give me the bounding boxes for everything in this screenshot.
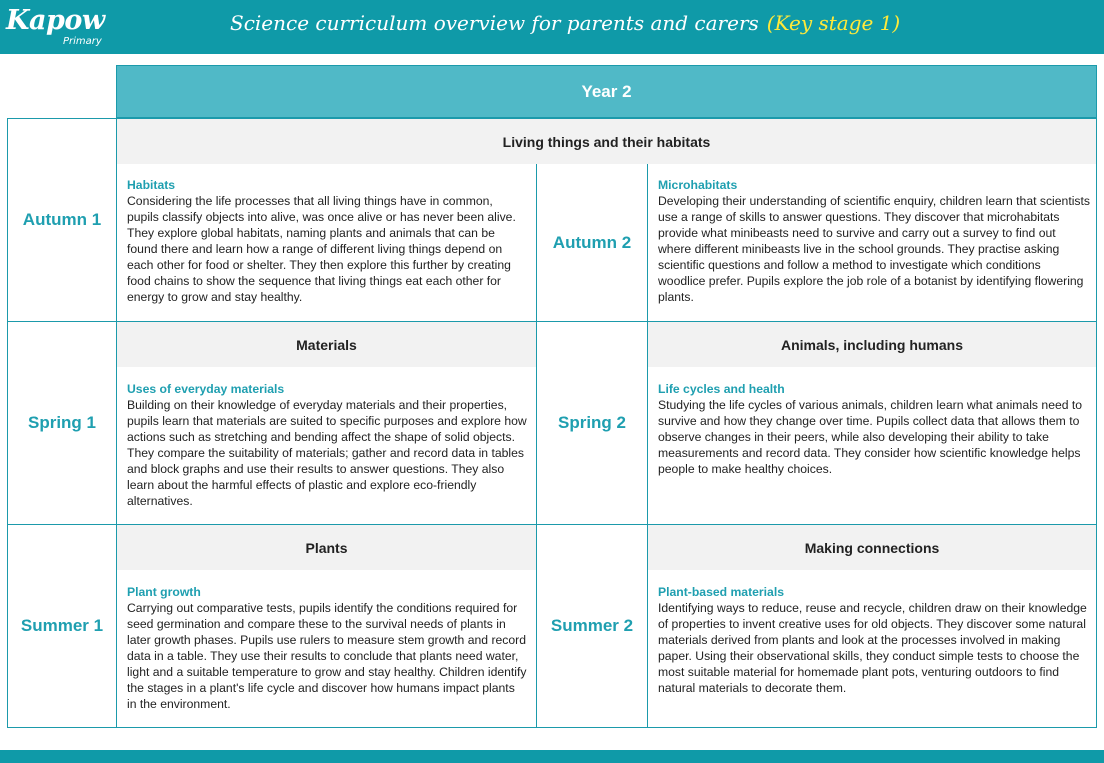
season-label-right: Autumn 2: [552, 232, 632, 252]
unit-cell: [127, 584, 527, 712]
unit-cell: [127, 381, 527, 509]
unit-description: Considering the life processes that all living things have in common, pupils classify objects into alive, was once alive or has never been alive. They explore global habitats, naming plants and animals that can be found there and learn how a range of different living things depend on each other for food or shelter. They then explore this further by creating food chains to show the sequence that living things eat each other for energy to grow and stay healthy.: [127, 194, 516, 304]
topic-band: Plants: [117, 525, 536, 570]
unit-cell: [127, 177, 527, 305]
unit-title: Uses of everyday materials: [127, 382, 285, 396]
unit-description: Identifying ways to reduce, reuse and recycle, children draw on their knowledge of properties to invent creative uses for old objects. They discover some natural materials derived from plants and look at the processes involved in making paper. Using their observational skills, they conduct simple tests to choose the most suitable material for homemade plant pots, venturing outdoors to find natural materials to decorate them.: [658, 601, 1087, 695]
unit-description: Building on their knowledge of everyday materials and their properties, pupils learn that materials are suited to specific purposes and explore how actions such as stretching and bending affect the shape of solid objects. They compare the suitability of materials; gather and record data in tables and block graphs and use their results to answer questions. They also learn about the harmful effects of plastic and explore eco-friendly alternatives.: [127, 398, 527, 508]
topic-band: Animals, including humans: [648, 322, 1096, 367]
unit-cell: [658, 381, 1090, 477]
unit-title: Microhabitats: [658, 178, 738, 192]
title-text: Science curriculum overview for parents and carers: [230, 11, 759, 35]
season-label-left: Autumn 1: [22, 210, 102, 229]
unit-cell: [658, 584, 1090, 696]
footer-bar: [0, 750, 1104, 763]
topic-band: Materials: [117, 322, 536, 367]
topic-band: Living things and their habitats: [117, 119, 1096, 164]
season-label-left: Spring 1: [27, 413, 96, 432]
unit-description: Developing their understanding of scientific enquiry, children learn that scientists use a range of skills to answer questions. They discover that microhabitats provide what minibeasts need to survive and carry out a survey to find out where different minibeasts live in the school grounds. They practise asking scientific questions and follow a method to investigate which conditions woodlice prefer. Pupils explore the job role of a botanist by identifying flowering plants.: [658, 194, 1090, 304]
season-label-right: Spring 2: [557, 413, 626, 432]
kapow-logo[interactable]: [6, 2, 106, 52]
year-heading: Year 2: [116, 65, 1097, 118]
header-bar: [0, 0, 1104, 54]
unit-title: Life cycles and health: [658, 382, 785, 396]
unit-cell: [658, 177, 1090, 305]
curriculum-grid: [7, 118, 1097, 728]
logo-sub: Primary: [63, 36, 102, 47]
divider: [647, 119, 648, 727]
unit-description: Studying the life cycles of various animals, children learn what animals need to survive and how they change over time. Pupils collect data that allows them to observe changes in their peers, while also developing their ability to take measurements and record data. They consider how scientific knowledge helps people to make healthy choices.: [658, 398, 1083, 476]
unit-description: Carrying out comparative tests, pupils identify the conditions required for seed germination and compare these to the survival needs of plants in later growth phases. Pupils use rulers to measure stem growth and record data in a table. They use their results to conclude that plants need water, light and a suitable temperature to grow and stay healthy. Children identify the stages in a plant's life cycle and discover how humans impact plants in the environment.: [127, 601, 527, 711]
keystage-label: (Key stage 1): [766, 11, 901, 35]
topic-band: Making connections: [648, 525, 1096, 570]
page-title: [230, 11, 900, 35]
unit-title: Plant growth: [127, 585, 201, 599]
unit-title: Plant-based materials: [658, 585, 784, 599]
unit-title: Habitats: [127, 178, 176, 192]
season-label-right: Summer 2: [550, 616, 634, 635]
logo-main: Kapow: [6, 5, 105, 36]
divider: [116, 119, 117, 727]
season-label-left: Summer 1: [20, 616, 104, 635]
